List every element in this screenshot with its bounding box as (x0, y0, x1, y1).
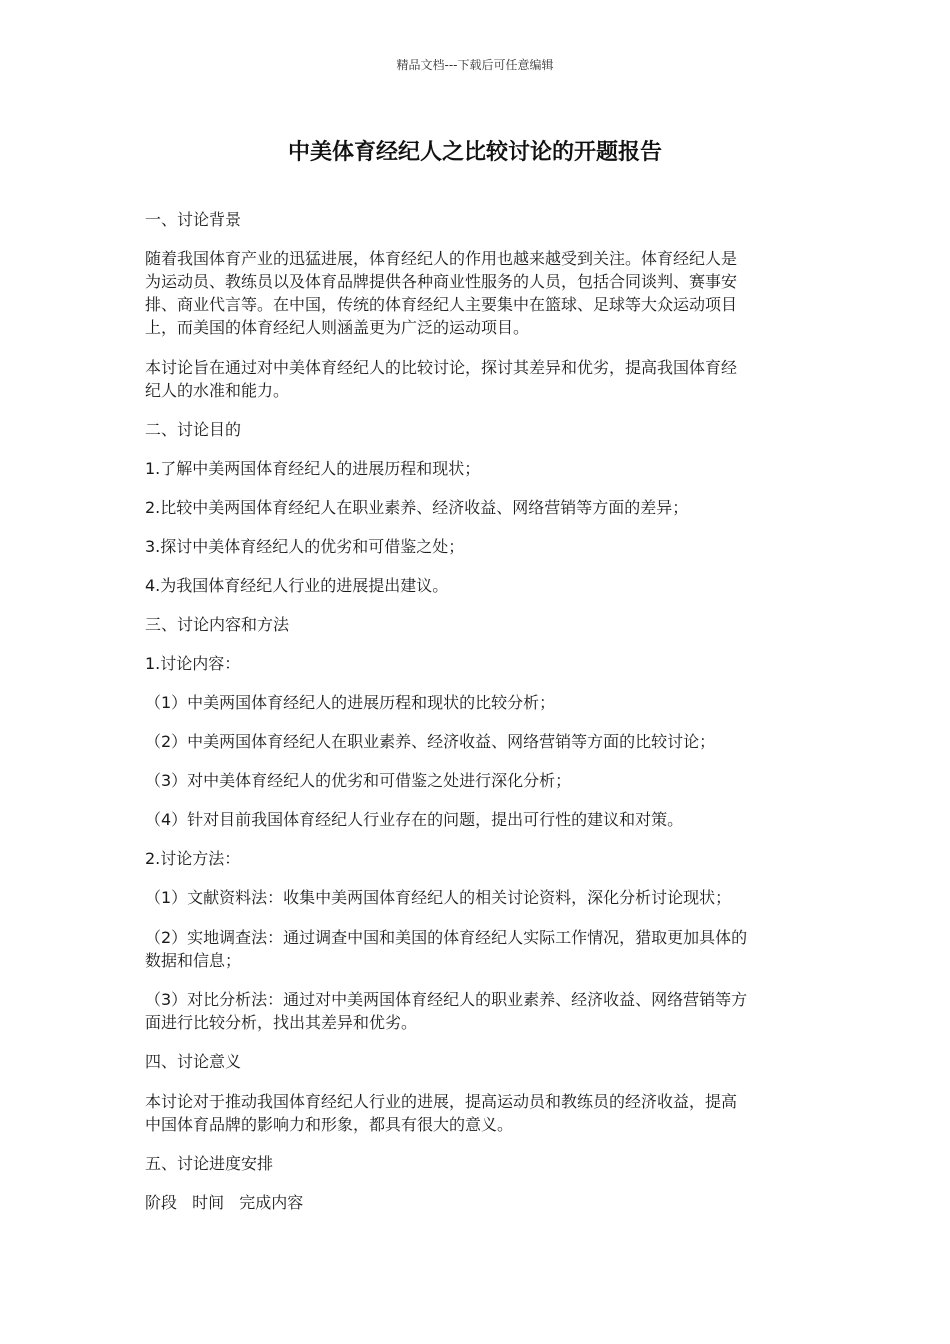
paragraph-line: 面进行比较分析，找出其差异和优劣。 (145, 1013, 418, 1032)
paragraph-line: 上，而美国的体育经纪人则涵盖更为广泛的运动项目。 (145, 318, 530, 337)
schedule-header-row (145, 1191, 810, 1214)
section-heading-schedule: 五、讨论进度安排 (145, 1154, 274, 1173)
paragraph-line: （3）对比分析法：通过对中美两国体育经纪人的职业素养、经济收益、网络营销等方 (145, 990, 748, 1009)
schedule-header-stage: 阶段 (145, 1193, 178, 1212)
content-item-2: （2）中美两国体育经纪人在职业素养、经济收益、网络营销等方面的比较讨论； (145, 732, 716, 751)
method-item-3 (145, 988, 810, 1034)
schedule-header-content: 完成内容 (239, 1193, 304, 1212)
paragraph-line: 中国体育品牌的影响力和形象，都具有很大的意义。 (145, 1115, 514, 1134)
section-heading-purpose: 二、讨论目的 (145, 420, 242, 439)
paragraph-line: （2）实地调查法：通过调查中国和美国的体育经纪人实际工作情况，猎取更加具体的 (145, 928, 748, 947)
content-item-3: （3）对中美体育经纪人的优劣和可借鉴之处进行深化分析； (145, 771, 572, 790)
significance-paragraph (145, 1090, 810, 1136)
section-heading-content-method: 三、讨论内容和方法 (145, 615, 290, 634)
paragraph-line: 本讨论对于推动我国体育经纪人行业的进展，提高运动员和教练员的经济收益，提高 (145, 1092, 738, 1111)
purpose-item-4: 4.为我国体育经纪人行业的进展提出建议。 (145, 576, 449, 595)
paragraph-line: 排、商业代言等。在中国，传统的体育经纪人主要集中在篮球、足球等大众运动项目 (145, 295, 738, 314)
content-label: 1.讨论内容： (145, 654, 241, 673)
section-heading-significance: 四、讨论意义 (145, 1052, 242, 1071)
method-label: 2.讨论方法： (145, 849, 241, 868)
paragraph-line: 随着我国体育产业的迅猛进展，体育经纪人的作用也越来越受到关注。体育经纪人是 (145, 249, 738, 268)
page-header-note: 精品文档---下载后可任意编辑 (396, 58, 554, 72)
background-paragraph-1 (145, 247, 810, 339)
document-title: 中美体育经纪人之比较讨论的开题报告 (287, 140, 662, 165)
background-paragraph-2 (145, 356, 810, 402)
method-item-2 (145, 926, 810, 972)
schedule-header-time: 时间 (192, 1193, 225, 1212)
content-item-4: （4）针对目前我国体育经纪人行业存在的问题，提出可行性的建议和对策。 (145, 810, 684, 829)
paragraph-line: 为运动员、教练员以及体育品牌提供各种商业性服务的人员，包括合同谈判、赛事安 (145, 272, 738, 291)
purpose-item-2: 2.比较中美两国体育经纪人在职业素养、经济收益、网络营销等方面的差异； (145, 498, 689, 517)
paragraph-line: 纪人的水准和能力。 (145, 381, 290, 400)
method-item-1: （1）文献资料法：收集中美两国体育经纪人的相关讨论资料，深化分析讨论现状； (145, 888, 732, 907)
purpose-item-1: 1.了解中美两国体育经纪人的进展历程和现状； (145, 459, 481, 478)
section-heading-background: 一、讨论背景 (145, 210, 242, 229)
content-item-1: （1）中美两国体育经纪人的进展历程和现状的比较分析； (145, 693, 556, 712)
purpose-item-3: 3.探讨中美体育经纪人的优劣和可借鉴之处； (145, 537, 465, 556)
paragraph-line: 本讨论旨在通过对中美体育经纪人的比较讨论，探讨其差异和优劣，提高我国体育经 (145, 358, 738, 377)
paragraph-line: 数据和信息； (145, 951, 242, 970)
